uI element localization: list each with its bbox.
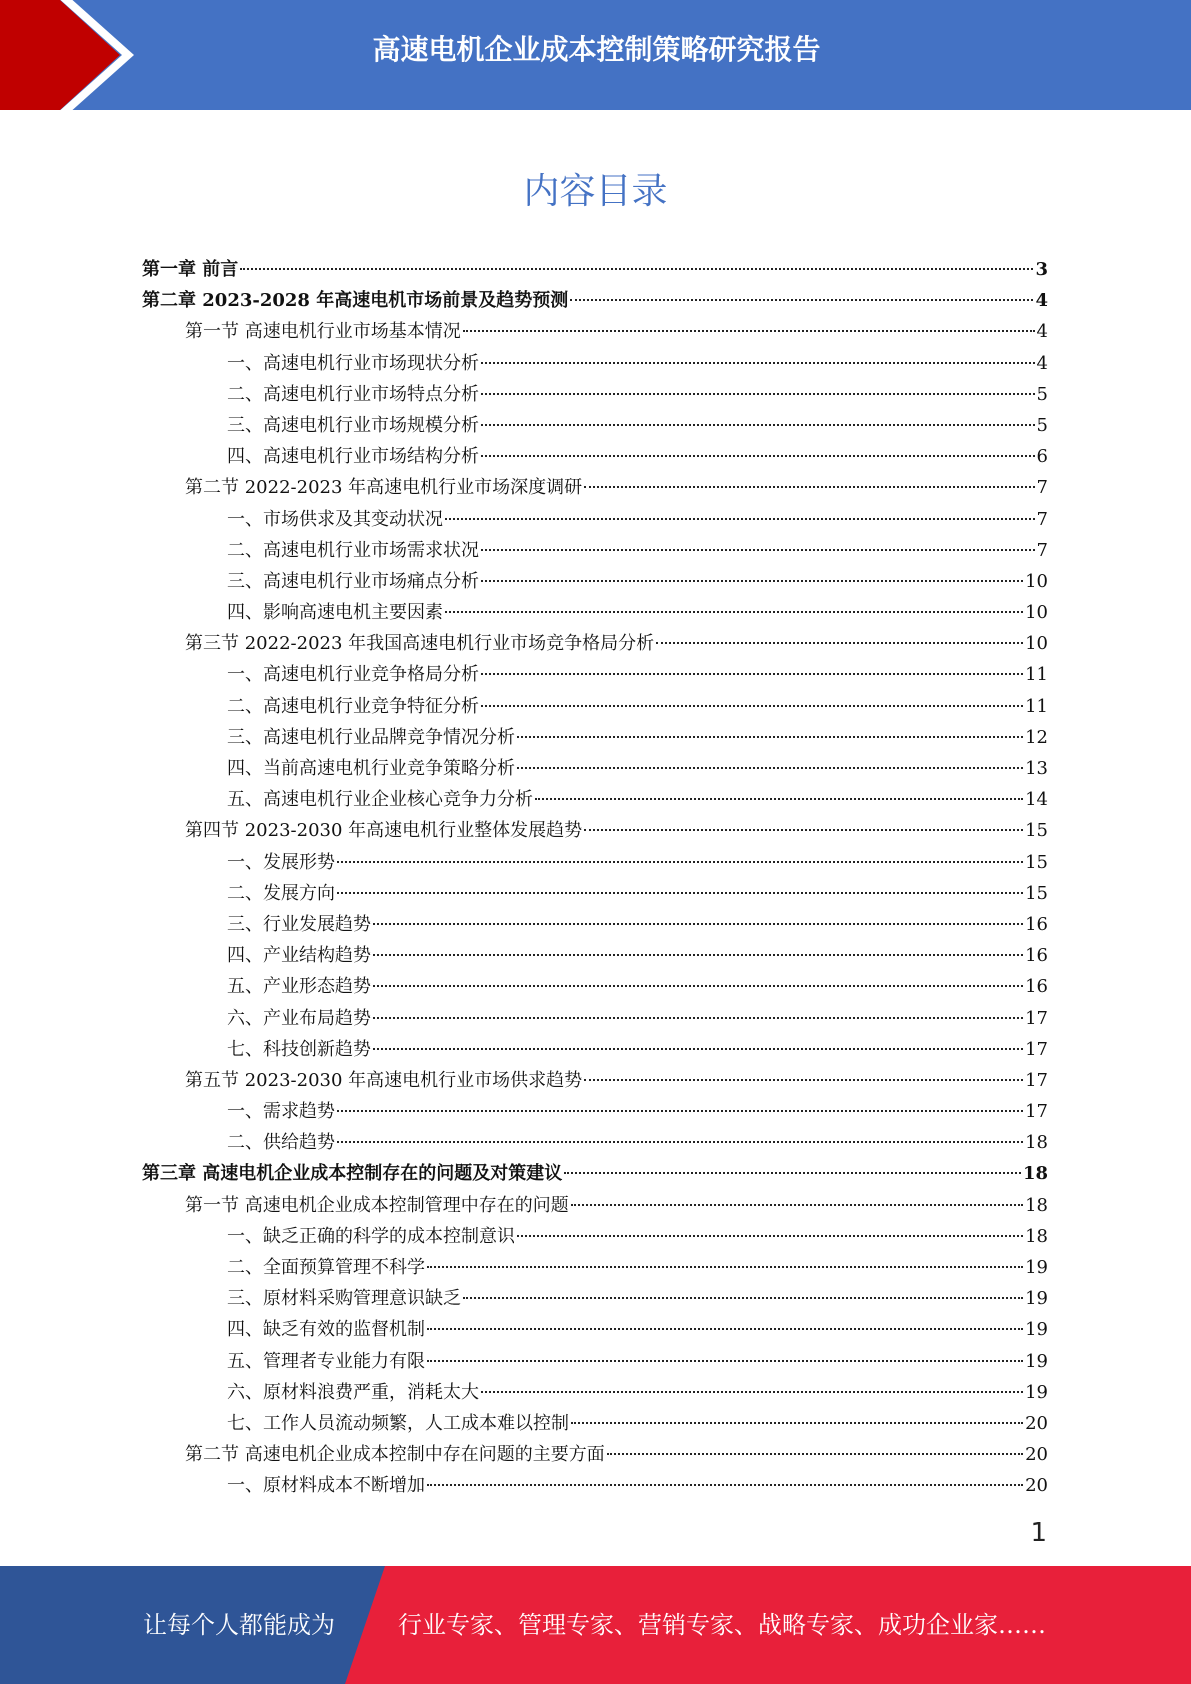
toc-entry-label: 七、科技创新趋势 — [227, 1038, 371, 1060]
toc-entry-page: 19 — [1025, 1319, 1048, 1341]
dot-leader — [481, 548, 1035, 551]
dot-leader — [427, 1265, 1023, 1268]
dot-leader — [463, 1296, 1023, 1299]
toc-entry-page: 15 — [1025, 882, 1048, 904]
toc-entry[interactable] — [142, 909, 1048, 940]
toc-entry-label: 第一节 高速电机企业成本控制管理中存在的问题 — [185, 1194, 569, 1216]
dot-leader — [517, 1234, 1023, 1237]
toc-entry-page: 18 — [1022, 1163, 1048, 1185]
toc-entry-label: 四、影响高速电机主要因素 — [227, 602, 443, 624]
toc-entry-label: 四、产业结构趋势 — [227, 945, 371, 967]
toc-entry-page: 4 — [1036, 321, 1048, 343]
toc-entry[interactable] — [142, 971, 1048, 1002]
toc-entry-label: 五、产业形态趋势 — [227, 976, 371, 998]
toc-entry[interactable] — [142, 1034, 1048, 1065]
dot-leader — [570, 298, 1033, 301]
toc-entry-label: 六、原材料浪费严重，消耗太大 — [227, 1381, 479, 1403]
toc-entry-label: 一、需求趋势 — [227, 1101, 335, 1123]
dot-leader — [481, 704, 1023, 707]
toc-entry[interactable] — [142, 1439, 1048, 1470]
dot-leader — [481, 454, 1035, 457]
toc-entry-page: 18 — [1025, 1194, 1048, 1216]
toc-entry-page: 17 — [1025, 1069, 1048, 1091]
toc-entry[interactable] — [142, 597, 1048, 628]
toc-entry[interactable] — [142, 1221, 1048, 1252]
toc-entry-page: 19 — [1025, 1288, 1048, 1310]
toc-entry[interactable] — [142, 847, 1048, 878]
dot-leader — [535, 797, 1023, 800]
toc-entry-page: 12 — [1025, 726, 1048, 748]
toc-entry[interactable] — [142, 379, 1048, 410]
toc-entry[interactable] — [142, 316, 1048, 347]
toc-entry[interactable] — [142, 1283, 1048, 1314]
toc-entry[interactable] — [142, 1190, 1048, 1221]
toc-entry-label: 四、缺乏有效的监督机制 — [227, 1319, 425, 1341]
toc-entry-page: 7 — [1036, 539, 1048, 561]
dot-leader — [481, 361, 1035, 364]
toc-entry-page: 10 — [1025, 633, 1048, 655]
toc-entry-label: 第一章 前言 — [142, 259, 239, 280]
toc-entry-label: 三、高速电机行业市场痛点分析 — [227, 570, 479, 592]
toc-entry[interactable] — [142, 628, 1048, 659]
toc-entry-label: 一、发展形势 — [227, 851, 335, 873]
toc-entry[interactable] — [142, 722, 1048, 753]
toc-entry-page: 11 — [1025, 695, 1048, 717]
toc-entry-page: 17 — [1025, 1038, 1048, 1060]
dot-leader — [481, 579, 1023, 582]
dot-leader — [656, 641, 1023, 644]
toc-entry-label: 一、高速电机行业竞争格局分析 — [227, 664, 479, 686]
toc-entry-label: 二、供给趋势 — [227, 1132, 335, 1154]
toc-entry-page: 19 — [1025, 1381, 1048, 1403]
page-number: 1 — [1030, 1518, 1047, 1548]
toc-entry-page: 15 — [1025, 820, 1048, 842]
dot-leader — [373, 1047, 1023, 1050]
dot-leader — [337, 1140, 1023, 1143]
toc-entry-page: 20 — [1025, 1444, 1048, 1466]
toc-entry-label: 二、高速电机行业市场特点分析 — [227, 383, 479, 405]
dot-leader — [427, 1483, 1023, 1486]
toc-entry-page: 7 — [1036, 477, 1048, 499]
toc-entry-label: 二、发展方向 — [227, 882, 335, 904]
dot-leader — [373, 1016, 1023, 1019]
toc-entry[interactable] — [142, 1003, 1048, 1034]
toc-entry[interactable] — [142, 504, 1048, 535]
toc-entry-label: 二、高速电机行业竞争特征分析 — [227, 695, 479, 717]
table-of-contents — [142, 254, 1048, 1502]
toc-entry[interactable] — [142, 1127, 1048, 1158]
toc-entry[interactable] — [142, 784, 1048, 815]
dot-leader — [481, 392, 1035, 395]
toc-entry-page: 16 — [1025, 913, 1048, 935]
toc-entry[interactable] — [142, 472, 1048, 503]
toc-entry-label: 三、高速电机行业品牌竞争情况分析 — [227, 726, 515, 748]
toc-entry[interactable] — [142, 254, 1048, 285]
toc-entry-page: 11 — [1025, 664, 1048, 686]
dot-leader — [481, 1390, 1023, 1393]
dot-leader — [481, 672, 1023, 675]
dot-leader — [571, 1203, 1023, 1206]
toc-entry-page: 5 — [1036, 383, 1048, 405]
toc-entry-page: 6 — [1036, 446, 1048, 468]
toc-entry-page: 5 — [1036, 414, 1048, 436]
dot-leader — [564, 1171, 1021, 1174]
toc-entry-page: 10 — [1025, 602, 1048, 624]
dot-leader — [445, 517, 1035, 520]
toc-entry-label: 第二节 2022-2023 年高速电机行业市场深度调研 — [185, 477, 583, 499]
toc-entry-page: 18 — [1025, 1225, 1048, 1247]
dot-leader — [584, 485, 1034, 488]
dot-leader — [240, 267, 1033, 270]
toc-entry-page: 17 — [1025, 1007, 1048, 1029]
dot-leader — [337, 860, 1023, 863]
toc-entry-page: 4 — [1036, 352, 1048, 374]
dot-leader — [481, 423, 1035, 426]
footer-banner — [0, 1566, 1191, 1684]
toc-entry-page: 10 — [1025, 570, 1048, 592]
dot-leader — [584, 1078, 1023, 1081]
toc-entry-page: 15 — [1025, 851, 1048, 873]
dot-leader — [337, 891, 1023, 894]
toc-entry-page: 20 — [1025, 1475, 1048, 1497]
toc-entry-page: 16 — [1025, 945, 1048, 967]
toc-entry-label: 五、管理者专业能力有限 — [227, 1350, 425, 1372]
toc-entry-page: 13 — [1025, 758, 1048, 779]
toc-entry-label: 第三章 高速电机企业成本控制存在的问题及对策建议 — [142, 1163, 563, 1185]
dot-leader — [517, 766, 1023, 769]
toc-entry-label: 一、缺乏正确的科学的成本控制意识 — [227, 1225, 515, 1247]
report-title: 高速电机企业成本控制策略研究报告 — [372, 33, 821, 66]
dot-leader — [517, 735, 1023, 738]
toc-entry-label: 三、行业发展趋势 — [227, 913, 371, 935]
toc-entry[interactable] — [142, 441, 1048, 472]
toc-entry-label: 一、市场供求及其变动状况 — [227, 508, 443, 530]
dot-leader — [584, 828, 1023, 831]
toc-entry[interactable] — [142, 815, 1048, 846]
toc-entry[interactable] — [142, 940, 1048, 971]
toc-entry[interactable] — [142, 1096, 1048, 1127]
toc-entry-label: 第二节 高速电机企业成本控制中存在问题的主要方面 — [185, 1444, 605, 1466]
toc-entry-page: 17 — [1025, 1101, 1048, 1123]
toc-entry[interactable] — [142, 1252, 1048, 1283]
toc-entry-label: 第一节 高速电机行业市场基本情况 — [185, 321, 461, 343]
toc-entry-label: 一、原材料成本不断增加 — [227, 1475, 425, 1497]
toc-entry-label: 第二章 2023-2028 年高速电机市场前景及趋势预测 — [142, 290, 569, 312]
toc-entry-label: 二、全面预算管理不科学 — [227, 1257, 425, 1278]
header-banner — [0, 0, 1191, 110]
toc-entry-page: 20 — [1025, 1412, 1048, 1434]
toc-entry-label: 第四节 2023-2030 年高速电机行业整体发展趋势 — [185, 820, 583, 842]
toc-entry[interactable] — [142, 348, 1048, 379]
dot-leader — [373, 922, 1023, 925]
toc-entry-label: 四、高速电机行业市场结构分析 — [227, 446, 479, 468]
toc-entry-page: 4 — [1035, 290, 1048, 312]
toc-entry[interactable] — [142, 1065, 1048, 1096]
toc-entry-label: 第三节 2022-2023 年我国高速电机行业市场竞争格局分析 — [185, 633, 655, 655]
toc-entry-page: 19 — [1025, 1350, 1048, 1372]
toc-entry-page: 19 — [1025, 1257, 1048, 1278]
dot-leader — [337, 1109, 1023, 1112]
toc-entry-label: 三、原材料采购管理意识缺乏 — [227, 1288, 461, 1310]
toc-entry[interactable] — [142, 566, 1048, 597]
toc-entry[interactable] — [142, 1470, 1048, 1501]
toc-entry-label: 七、工作人员流动频繁，人工成本难以控制 — [227, 1412, 569, 1434]
toc-entry[interactable] — [142, 410, 1048, 441]
toc-entry-page: 16 — [1025, 976, 1048, 998]
footer-slogan-left: 让每个人都能成为 — [143, 1611, 335, 1639]
dot-leader — [571, 1421, 1023, 1424]
toc-entry[interactable] — [142, 1408, 1048, 1439]
dot-leader — [427, 1359, 1023, 1362]
dot-leader — [373, 953, 1023, 956]
toc-entry-label: 六、产业布局趋势 — [227, 1007, 371, 1029]
toc-entry[interactable] — [142, 1377, 1048, 1408]
footer-slogan-right: 行业专家、管理专家、营销专家、战略专家、成功企业家…… — [398, 1611, 1046, 1639]
toc-entry[interactable] — [142, 1314, 1048, 1345]
toc-entry-label: 三、高速电机行业市场规模分析 — [227, 414, 479, 436]
toc-entry[interactable] — [142, 285, 1048, 316]
toc-entry[interactable] — [142, 659, 1048, 690]
dot-leader — [427, 1327, 1023, 1330]
toc-entry[interactable] — [142, 691, 1048, 722]
toc-entry[interactable] — [142, 878, 1048, 909]
dot-leader — [463, 329, 1035, 332]
toc-entry-label: 二、高速电机行业市场需求状况 — [227, 539, 479, 561]
toc-entry-page: 3 — [1035, 259, 1048, 280]
toc-heading: 内容目录 — [523, 171, 668, 212]
toc-entry[interactable] — [142, 535, 1048, 566]
toc-entry[interactable] — [142, 1346, 1048, 1377]
toc-entry-label: 五、高速电机行业企业核心竞争力分析 — [227, 789, 533, 811]
toc-entry-label: 四、当前高速电机行业竞争策略分析 — [227, 758, 515, 779]
toc-entry[interactable] — [142, 1158, 1048, 1189]
dot-leader — [445, 610, 1023, 613]
toc-entry-label: 一、高速电机行业市场现状分析 — [227, 352, 479, 374]
toc-entry[interactable] — [142, 753, 1048, 784]
toc-entry-page: 18 — [1025, 1132, 1048, 1154]
toc-entry-page: 14 — [1025, 789, 1048, 811]
toc-entry-label: 第五节 2023-2030 年高速电机行业市场供求趋势 — [185, 1069, 583, 1091]
dot-leader — [607, 1452, 1023, 1455]
dot-leader — [373, 984, 1023, 987]
toc-entry-page: 7 — [1036, 508, 1048, 530]
